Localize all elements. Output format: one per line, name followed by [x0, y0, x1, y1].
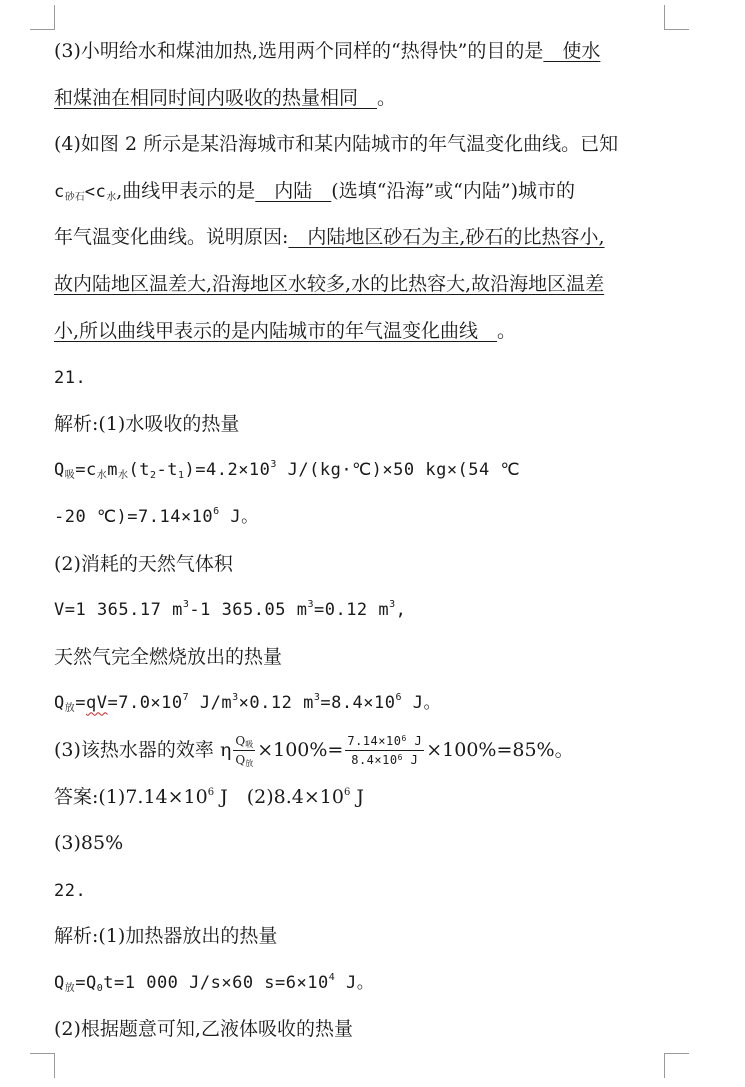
- q21-equation-heat-absorbed-cont: -20 $℃)=7.14\times 10^6$ J。: [54, 505, 259, 527]
- q21-analysis-heading: 解析:(1)水吸收的热量: [54, 412, 240, 435]
- q20-part3-line1: (3)小明给水和煤油加热,选用两个同样的“热得快”的目的是 使水: [54, 40, 601, 62]
- q20-part4-line3: 年气温变化曲线。说明原因: 内陆地区砂石为主,砂石的比热容小,: [54, 226, 605, 249]
- page-corner-mark-bottom-left: [30, 1053, 55, 1078]
- page-corner-mark-bottom-right: [664, 1053, 689, 1078]
- q20-part4-line5: 小,所以曲线甲表示的是内陆城市的年气温变化曲线 。: [54, 319, 517, 342]
- page-corner-mark-top-right: [664, 5, 689, 30]
- q20-part4-line2: $c_{砂石}<c_水$,曲线甲表示的是 内陆 (选填“沿海”或“内陆”)城市的: [54, 179, 575, 203]
- answer-blank: 故内陆地区温差大,沿海地区水较多,水的比热容大,故沿海地区温差: [54, 272, 605, 295]
- answer-blank: 内陆: [255, 179, 332, 202]
- q22-equation-heat-released: $Q_放=Q_0t=1$ 000 J/s×60 $s=6\times 10^4$ J。: [54, 971, 375, 994]
- question-number-22: 22.: [54, 880, 87, 901]
- q21-equation-gas-volume: V=1 365.17 $m^3-1$ 365.05 $m^3=0.12$ $m^3$,: [54, 599, 407, 621]
- fraction-numeric-ratio: $\frac{7.14\times 10^6 J}{8.4\times 10^6 J}$: [347, 734, 423, 768]
- document-body: [54, 28, 674, 1053]
- q20-part3-line2: 和煤油在相同时间内吸收的热量相同 。: [54, 86, 397, 109]
- q21-answer-part3: (3)85%: [54, 832, 124, 855]
- q21-part2-heading: (2)消耗的天然气体积: [54, 552, 233, 575]
- q21-gas-heat-heading: 天然气完全燃烧放出的热量: [54, 645, 283, 668]
- question-number-21: 21.: [54, 368, 87, 389]
- answer-blank: 使水: [543, 40, 601, 62]
- q20-part4-line4: [54, 261, 674, 308]
- q21-equation-heat-absorbed: $Q_吸=c_水m_水(t_2-t_1)=4.2\times 10^3$ J/(kg·℃)×50 kg×(54 ℃: [54, 459, 521, 482]
- answer-blank: 内陆地区砂石为主,砂石的比热容小,: [288, 226, 605, 249]
- q21-answer: 答案$:(1)7.14\times 10^6$ J $(2)8.4\times 10^6$ J: [54, 785, 365, 808]
- q22-analysis-heading: 解析:(1)加热器放出的热量: [54, 925, 278, 948]
- q22-part2-heading: (2)根据题意可知,乙液体吸收的热量: [54, 1018, 353, 1041]
- answer-blank: 小,所以曲线甲表示的是内陆城市的年气温变化曲线: [54, 319, 498, 342]
- q21-equation-heat-released: $Q_放=qV=7.0\times 10^7$ $J/m^3\times 0.12$ $m^3=8.4\times 10^6$ J。: [54, 692, 442, 715]
- q20-part4-line1: (4)如图 2 所示是某沿海城市和某内陆城市的年气温变化曲线。已知: [54, 133, 619, 156]
- q21-efficiency-equation: (3)该热水器的效率 η $\frac{Q_吸}{Q_放}$ ×100%= $\frac{7.14\times 10^6 J}{8.4\times 10^6 J}$ ×100%=85%。: [54, 734, 574, 769]
- fraction-q-ratio: $\frac{Q_吸}{Q_放}$: [235, 734, 254, 769]
- spellcheck-underline: qV: [86, 693, 108, 714]
- page-corner-mark-top-left: [30, 5, 55, 30]
- answer-blank: 和煤油在相同时间内吸收的热量相同: [54, 86, 378, 109]
